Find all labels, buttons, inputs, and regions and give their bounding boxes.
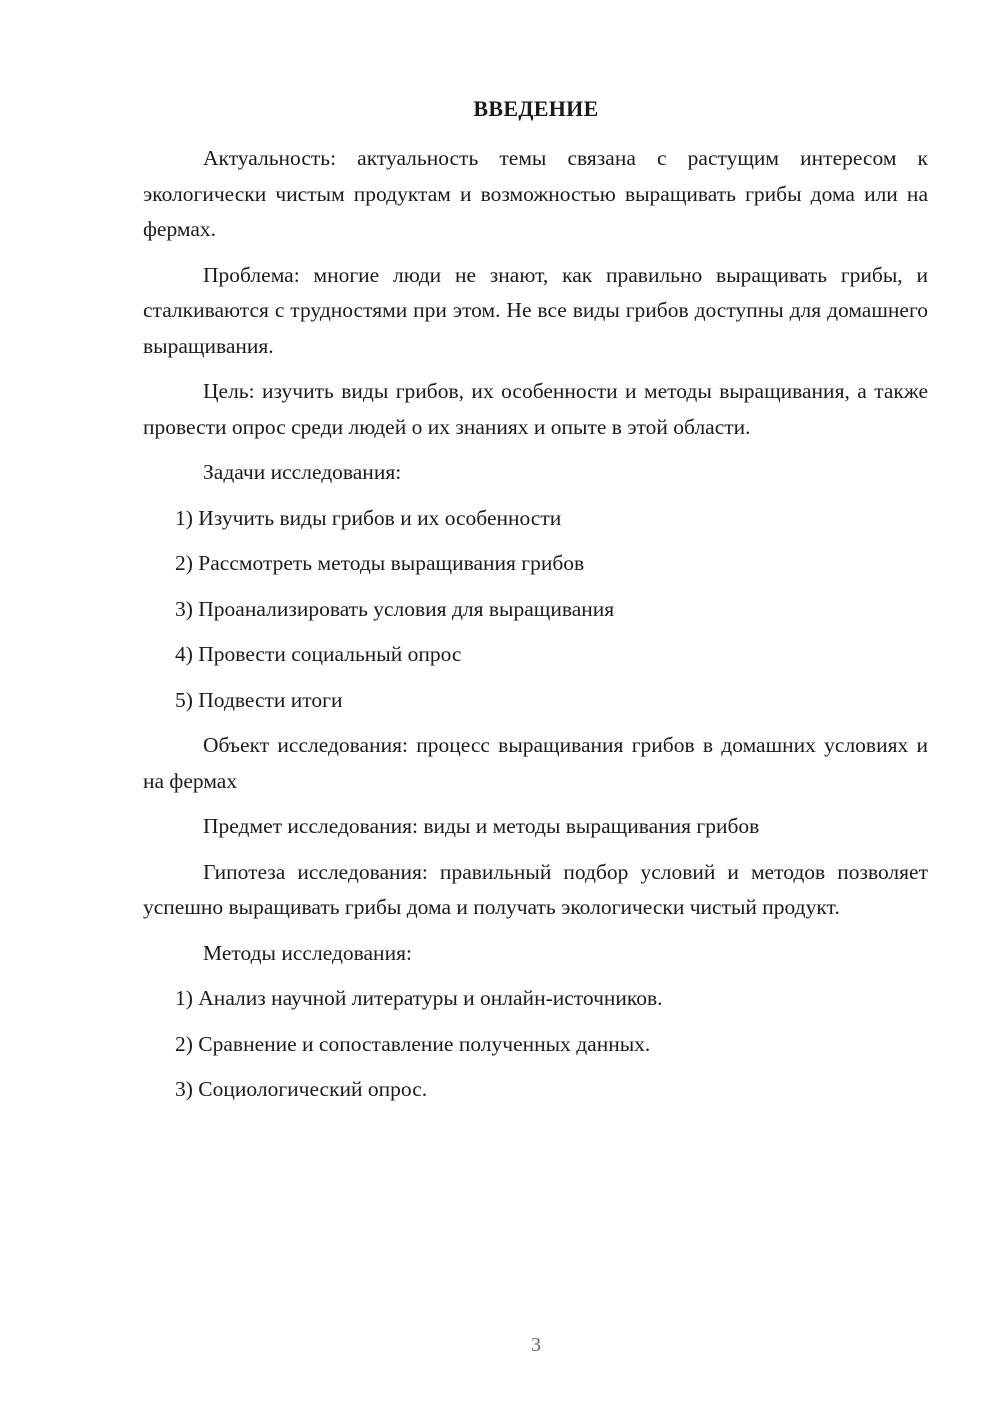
- goal-paragraph: Цель: изучить виды грибов, их особенности и методы выращивания, а также провести опрос среди людей о их знаниях и опыте в этой области.: [143, 379, 928, 439]
- document-body: [143, 141, 928, 1118]
- methods-list: [143, 981, 928, 1108]
- list-item: 1) Анализ научной литературы и онлайн-источников.: [175, 986, 663, 1010]
- page-title: ВВЕДЕНИЕ: [473, 96, 599, 121]
- list-item: 2) Рассмотреть методы выращивания грибов: [175, 551, 585, 575]
- list-item: 4) Провести социальный опрос: [175, 642, 462, 666]
- hypothesis-paragraph: Гипотеза исследования: правильный подбор условий и методов позволяет успешно выращивать грибы дома и получать экологически чистый продукт.: [143, 859, 928, 919]
- subject-paragraph: Предмет исследования: виды и методы выращивания грибов: [203, 814, 760, 838]
- list-item: 2) Сравнение и сопоставление полученных данных.: [175, 1031, 651, 1056]
- object-paragraph: Объект исследования: процесс выращивания грибов в домашних условиях и на фермах: [143, 733, 928, 793]
- tasks-list: [143, 501, 928, 719]
- problem-paragraph: Проблема: многие люди не знают, как правильно выращивать грибы, и сталкиваются с трудностями при этом. Не все виды грибов доступны для домашнего выращивания.: [143, 262, 928, 358]
- page-number: 3: [531, 1334, 541, 1356]
- list-item: 3) Социологический опрос.: [175, 1077, 428, 1101]
- list-item: 1) Изучить виды грибов и их особенности: [175, 505, 562, 530]
- tasks-heading: Задачи исследования:: [203, 460, 402, 484]
- list-item: 3) Проанализировать условия для выращивания: [175, 596, 615, 621]
- list-item: 5) Подвести итоги: [175, 687, 343, 712]
- methods-heading: Методы исследования:: [203, 940, 412, 965]
- relevance-paragraph: Актуальность: актуальность темы связана с растущим интересом к экологически чистым продуктам и возможностью выращивать грибы дома или на фермах.: [143, 146, 928, 241]
